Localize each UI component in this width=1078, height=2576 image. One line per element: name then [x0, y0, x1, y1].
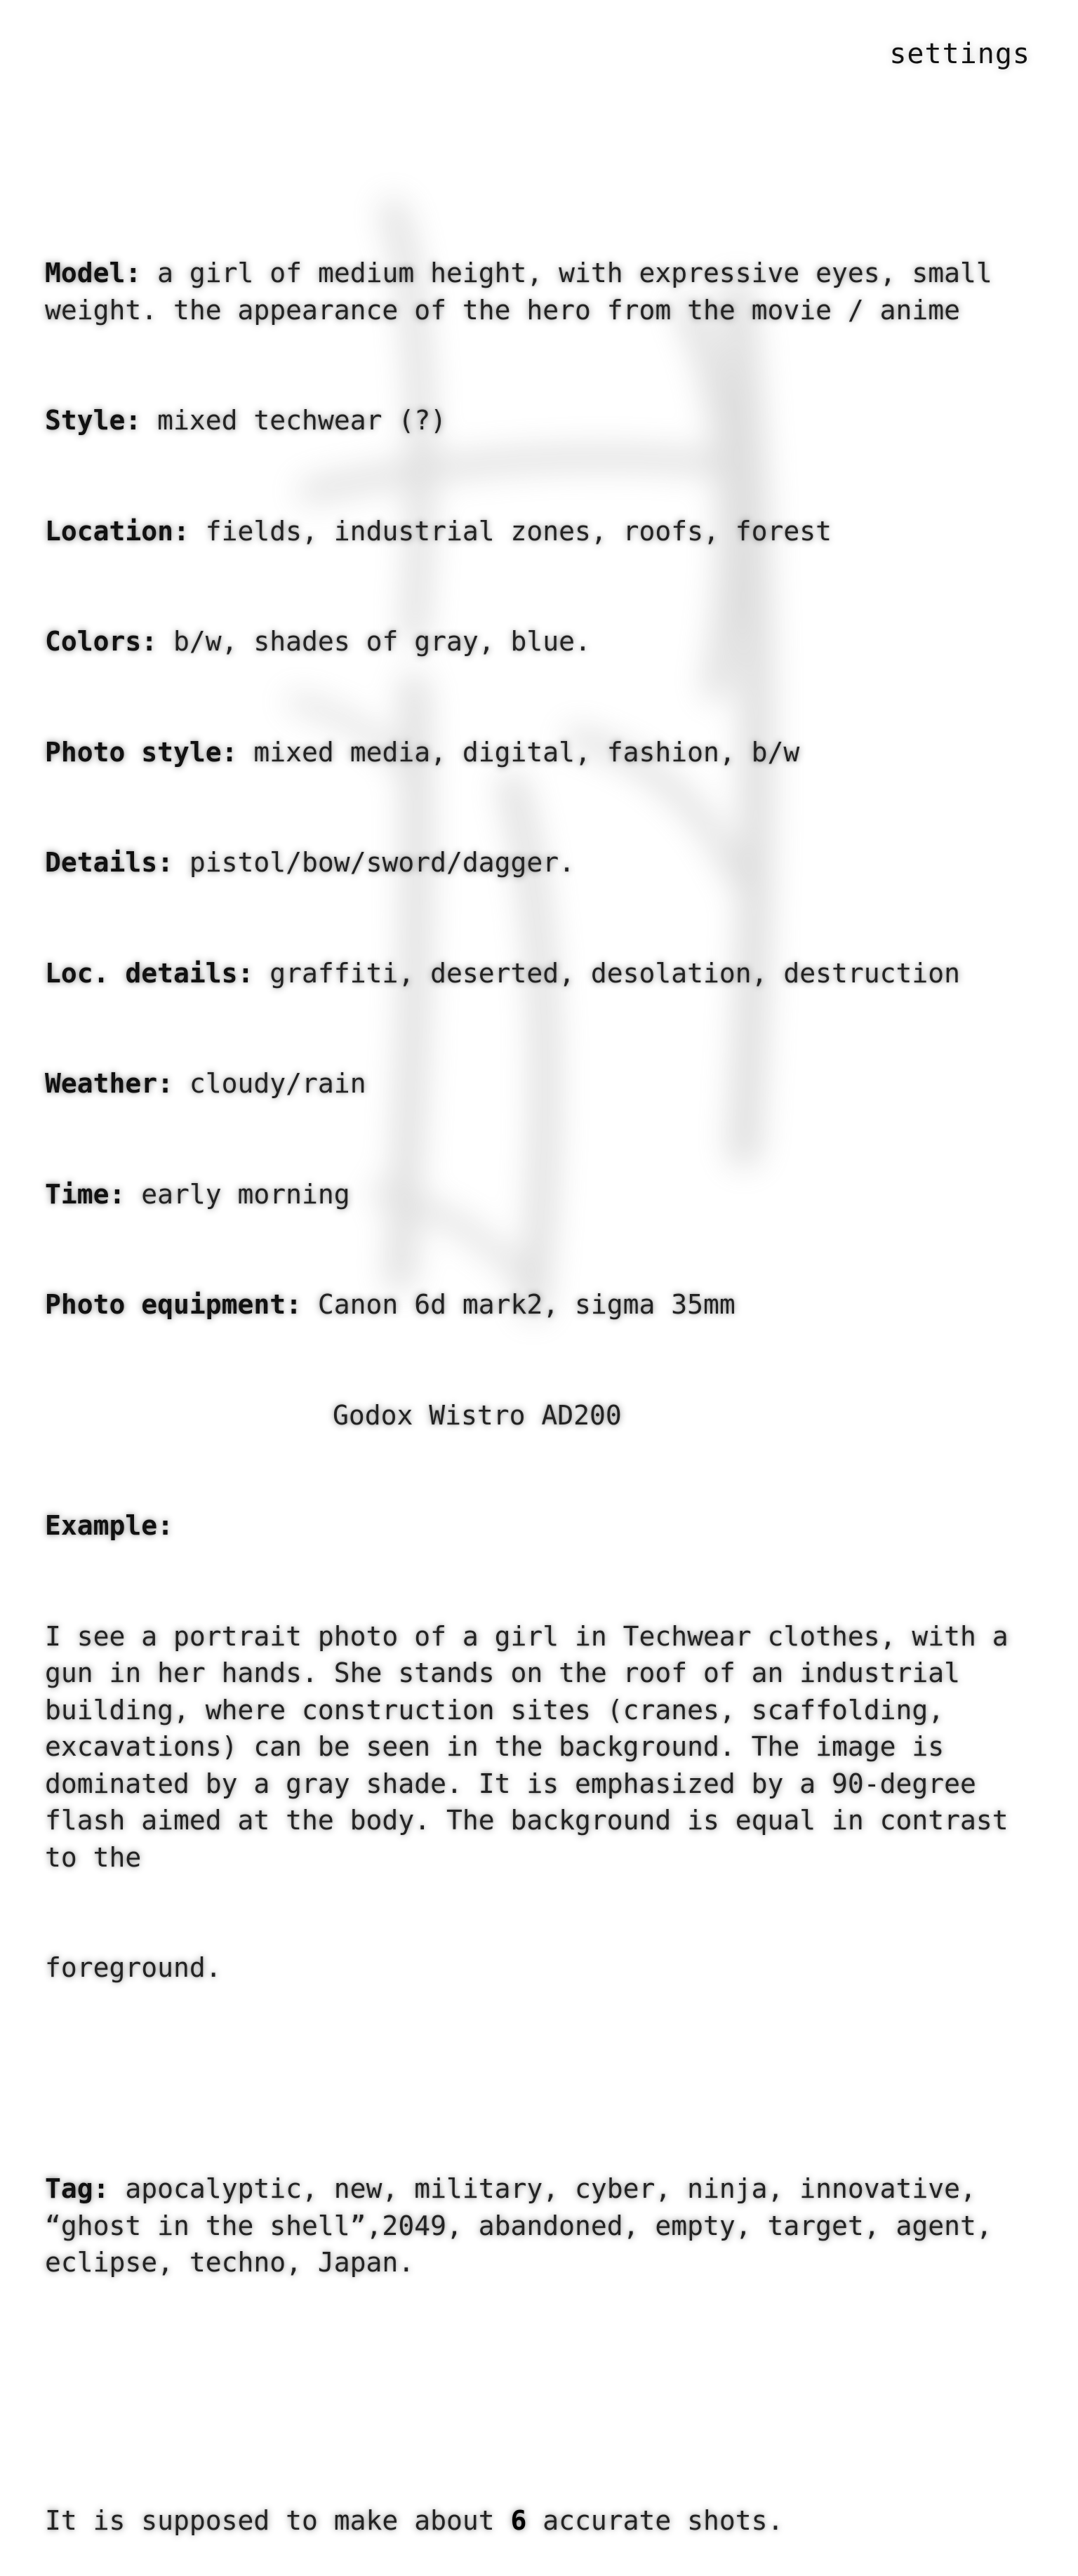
brief-photo-equipment-label: Photo equipment:	[45, 1289, 302, 1320]
brief-shots-prefix: It is supposed to make about	[45, 2504, 511, 2536]
brief-time-value: early morning	[125, 1178, 350, 1210]
brief-photo-style-label: Photo style:	[45, 736, 238, 768]
brief-photo-style-value: mixed media, digital, fashion, b/w	[237, 736, 800, 768]
brief-shots-count: 6	[510, 2504, 527, 2536]
brief-loc-details-label: Loc. details:	[45, 957, 254, 989]
brief-photo-equipment	[45, 1286, 1042, 1323]
brief-tag-label: Tag:	[45, 2173, 109, 2204]
brief-tag-value: apocalyptic, new, military, cyber, ninja, innovative, “ghost in the shell”,2049, abandoned, empty, target, agent, eclipse, techno, Japan.	[45, 2173, 1009, 2278]
brief-loc-details-value: graffiti, deserted, desolation, destruction	[253, 957, 961, 989]
brief-shots-suffix: accurate shots.	[526, 2504, 784, 2536]
brief-example-text-end: foreground.	[45, 1952, 222, 1983]
spacer	[45, 2060, 1042, 2097]
brief-example-label: Example:	[45, 1510, 174, 1541]
brief-details	[45, 844, 1042, 881]
brief-model-label: Model:	[45, 258, 142, 288]
spacer	[45, 2355, 1042, 2429]
brief-photo-equipment-value: Canon 6d mark2, sigma 35mm	[302, 1289, 736, 1320]
brief-location	[45, 513, 1042, 550]
brief-time-label: Time:	[45, 1178, 126, 1210]
page-title: settings	[889, 38, 1030, 70]
brief-details-label: Details:	[45, 847, 174, 878]
brief-location-label: Location:	[45, 515, 189, 547]
brief-photo-style	[45, 734, 1042, 771]
brief-weather-value: cloudy/rain	[173, 1068, 366, 1099]
brief-weather-label: Weather:	[45, 1068, 174, 1099]
brief-colors-label: Colors:	[45, 626, 158, 657]
brief-style	[45, 402, 1042, 439]
brief-shots	[45, 2502, 1042, 2540]
brief-style-value: mixed techwear (?)	[141, 405, 446, 436]
brief-colors-value: b/w, shades of gray, blue.	[157, 626, 591, 657]
shoot-brief	[45, 181, 1042, 2576]
brief-style-label: Style:	[45, 405, 142, 436]
brief-example-text: I see a portrait photo of a girl in Techwear clothes, with a gun in her hands. She stands on the roof of an industrial building, where construction sites (cranes, scaffolding, excavations) can be seen in the background. The image is dominated by a gray shade. It is emphasized by a 90-degree flash aimed at the body. The background is equal in contrast to the	[45, 1620, 1025, 1873]
brief-photo-equipment-line2: Godox Wistro AD200	[333, 1399, 622, 1431]
brief-tag	[45, 2170, 1042, 2281]
brief-model-value: a girl of medium height, with expressive eyes, small weight. the appearance of the hero from the movie / anime	[45, 258, 1009, 326]
brief-colors	[45, 623, 1042, 660]
brief-location-value: fields, industrial zones, roofs, forest	[189, 515, 832, 547]
brief-time	[45, 1176, 1042, 1213]
brief-model	[45, 255, 1042, 328]
brief-loc-details	[45, 955, 1042, 992]
brief-weather	[45, 1065, 1042, 1102]
brief-details-value: pistol/bow/sword/dagger.	[173, 847, 575, 878]
